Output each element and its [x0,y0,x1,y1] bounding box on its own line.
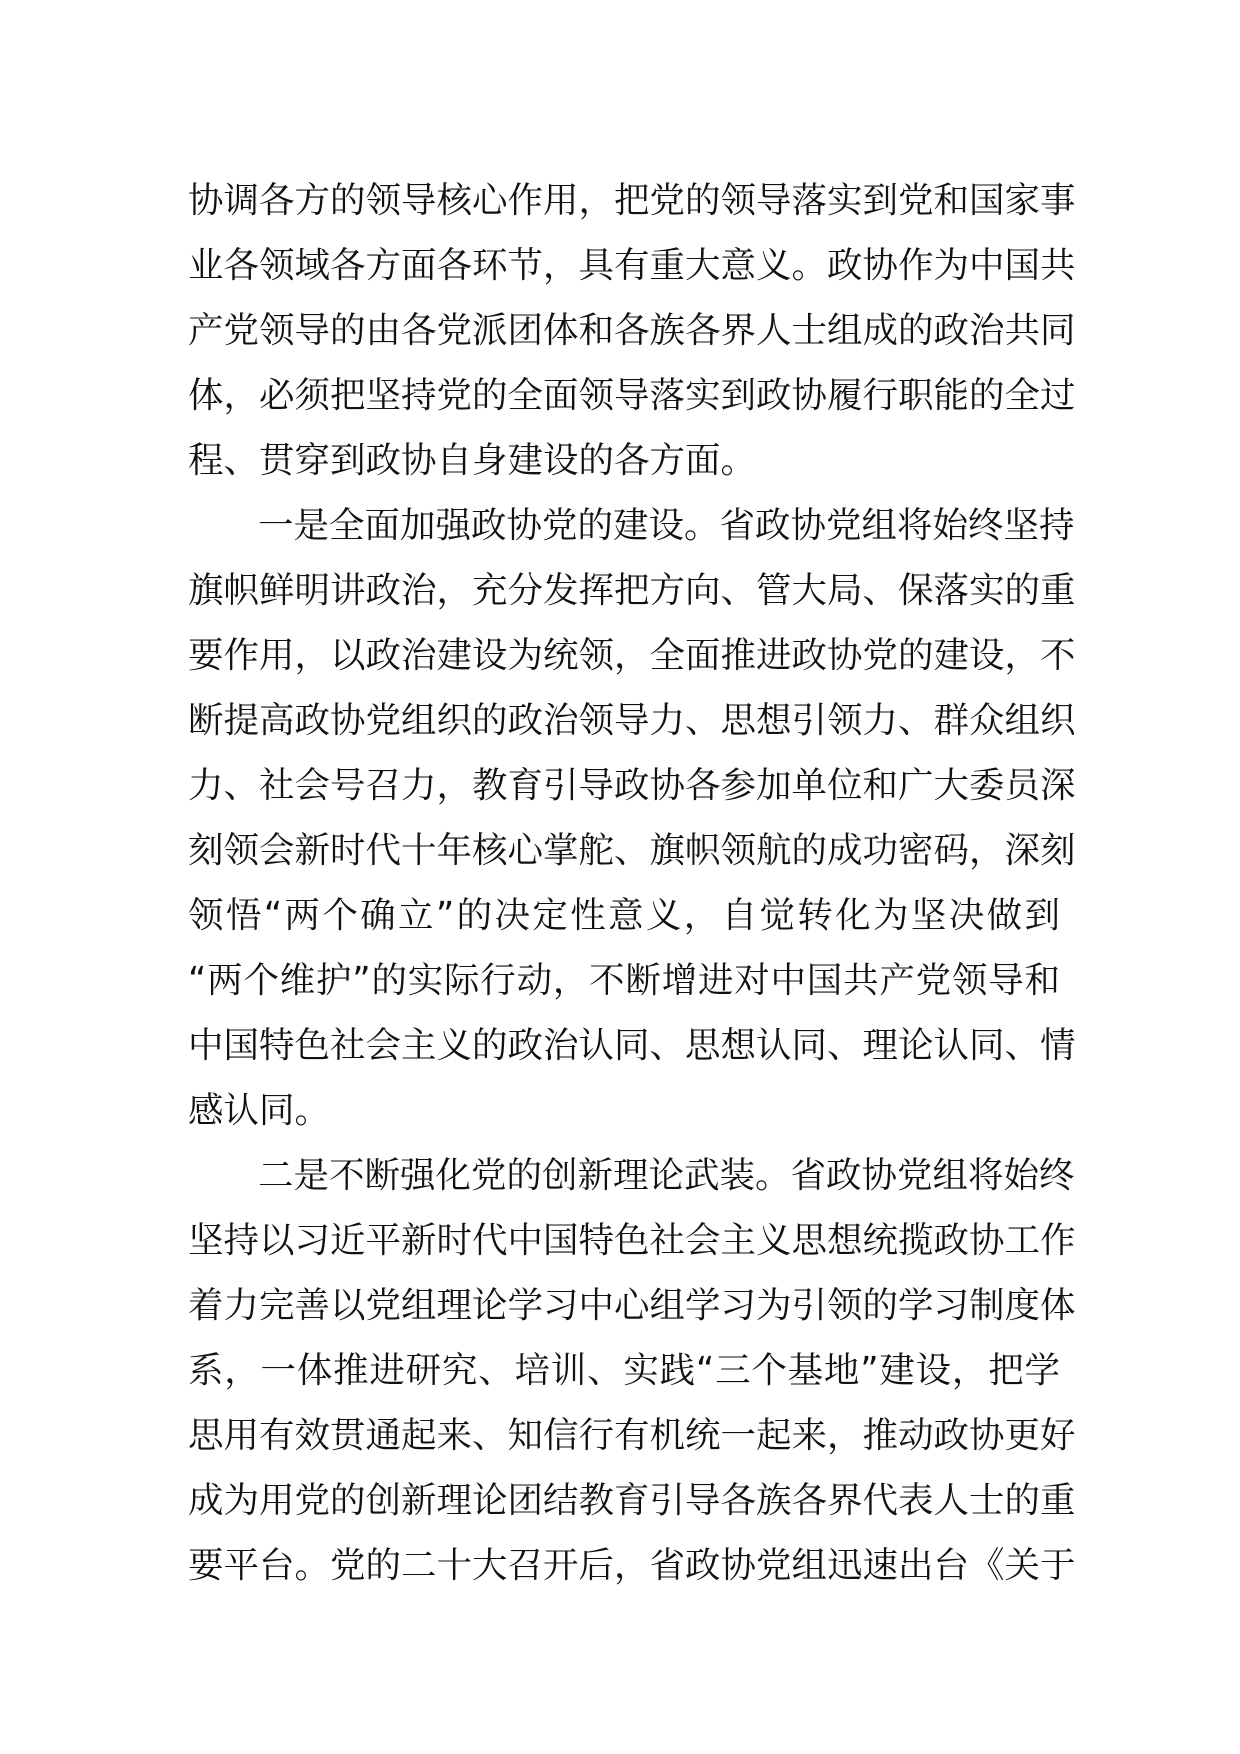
text-line: 刻领会新时代十年核心掌舵、旗帜领航的成功密码，深刻 [188,830,1076,871]
text-line: 旗帜鲜明讲政治，充分发挥把方向、管大局、保落实的重 [188,570,1076,611]
text-line: 成为用党的创新理论团结教育引导各族各界代表人士的重 [188,1480,1076,1521]
text-line: 程、贯穿到政协自身建设的各方面。 [188,440,757,481]
text-line: 领悟“两个确立”的决定性意义，自觉转化为坚决做到 [188,895,1060,936]
text-line: 要作用，以政治建设为统领，全面推进政协党的建设，不 [188,635,1076,676]
text-line: 思用有效贯通起来、知信行有机统一起来，推动政协更好 [188,1415,1076,1456]
text-line: 中国特色社会主义的政治认同、思想认同、理论认同、情 [188,1025,1076,1066]
text-line: 业各领域各方面各环节，具有重大意义。政协作为中国共 [188,245,1076,286]
text-line: 断提高政协党组织的政治领导力、思想引领力、群众组织 [188,700,1076,741]
text-line: 一是全面加强政协党的建设。省政协党组将始终坚持 [258,505,1075,546]
text-line: 协调各方的领导核心作用，把党的领导落实到党和国家事 [188,180,1076,221]
text-line: 感认同。 [188,1090,331,1131]
text-line: 坚持以习近平新时代中国特色社会主义思想统揽政协工作 [188,1220,1076,1261]
text-line: 着力完善以党组理论学习中心组学习为引领的学习制度体 [188,1285,1076,1326]
text-line: 产党领导的由各党派团体和各族各界人士组成的政治共同 [188,310,1076,351]
text-line: 二是不断强化党的创新理论武装。省政协党组将始终 [258,1155,1075,1196]
text-line: 要平台。党的二十大召开后，省政协党组迅速出台《关于 [188,1545,1076,1586]
text-line: “两个维护”的实际行动，不断增进对中国共产党领导和 [188,960,1060,1001]
text-line: 体，必须把坚持党的全面领导落实到政协履行职能的全过 [188,375,1076,416]
text-line: 力、社会号召力，教育引导政协各参加单位和广大委员深 [188,765,1076,806]
text-line: 系，一体推进研究、培训、实践“三个基地”建设，把学 [188,1350,1060,1391]
document-body [188,168,1076,1598]
